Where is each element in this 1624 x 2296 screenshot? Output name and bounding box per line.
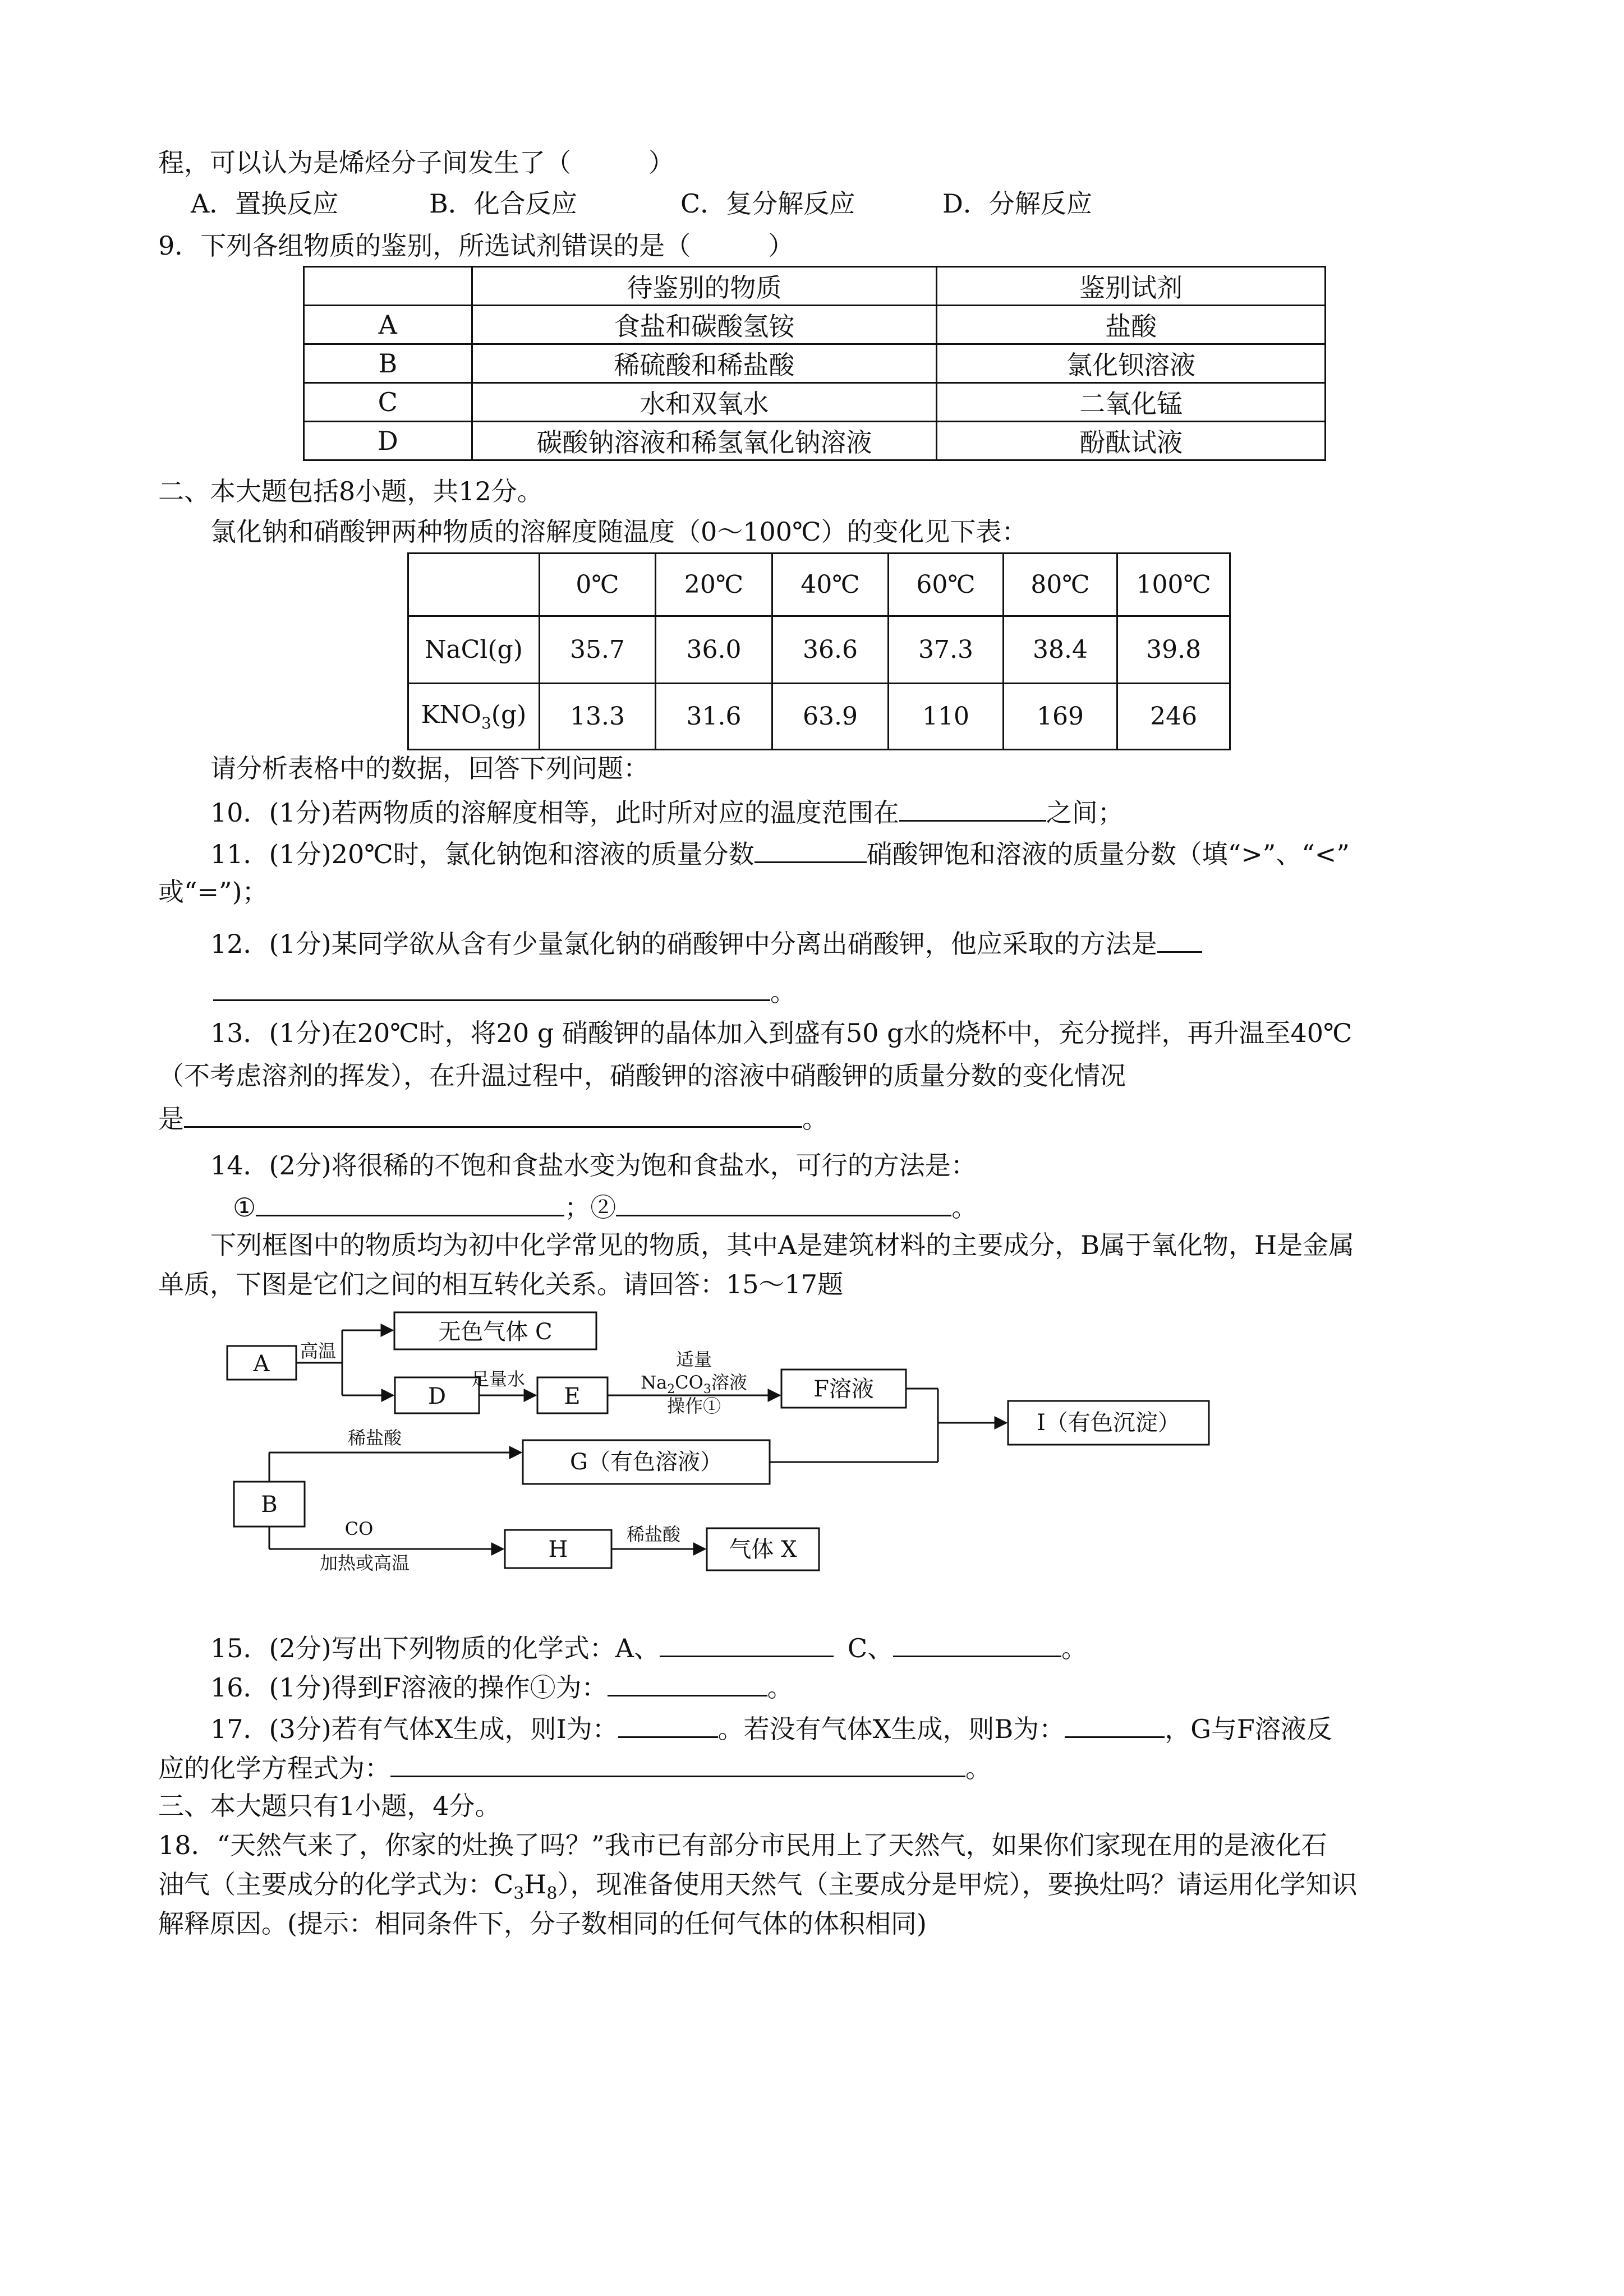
na2co3-co: CO (675, 1372, 703, 1393)
na2co3-na: Na (641, 1372, 668, 1393)
table-cell: 36.0 (656, 616, 772, 684)
table-cell: 待鉴别的物质 (472, 267, 937, 306)
table-cell: 63.9 (772, 684, 889, 750)
table-cell: 110 (889, 684, 1004, 750)
q15-answer-a[interactable] (660, 1631, 834, 1657)
q18-line2 (158, 1869, 1358, 1910)
q17-answer-equation[interactable] (390, 1751, 965, 1777)
q15-c-label: C、 (847, 1633, 894, 1663)
q18-line3: 解释原因。(提示：相同条件下，分子数相同的任何气体的体积相同) (158, 1908, 927, 1939)
node-e: E (564, 1384, 581, 1409)
table-cell: 碳酸钠溶液和稀氢氧化钠溶液 (472, 422, 937, 460)
kno3-label-sub: 3 (481, 713, 491, 732)
table-cell: 二氧化锰 (937, 383, 1326, 422)
table-cell: 38.4 (1003, 616, 1117, 684)
table-cell: 0℃ (539, 554, 655, 616)
q8-option-d: D．分解反应 (942, 188, 1092, 219)
q17 (210, 1712, 1332, 1745)
q12-end: 。 (770, 977, 796, 1007)
q17-text: 17．(3分)若有气体X生成，则I为： (210, 1714, 618, 1744)
table-cell: D (304, 422, 472, 460)
table-cell: 80℃ (1003, 554, 1117, 616)
node-c: 无色气体 C (438, 1319, 553, 1345)
node-g: G（有色溶液） (570, 1449, 723, 1475)
q16-answer-blank[interactable] (608, 1670, 767, 1696)
table-cell: 13.3 (539, 684, 655, 750)
q17-text-4: 应的化学方程式为： (158, 1753, 390, 1783)
q17-answer-i[interactable] (618, 1712, 718, 1738)
q15-text: 15．(2分)写出下列物质的化学式：A、 (210, 1633, 660, 1663)
table-cell: 31.6 (656, 684, 772, 750)
node-d: D (427, 1384, 447, 1409)
table-prompt: 请分析表格中的数据，回答下列问题： (210, 753, 649, 783)
label-gaowen: 高温 (300, 1340, 337, 1362)
q8-option-a: A．置换反应 (191, 188, 339, 219)
q11-text: 11．(1分)20℃时，氯化钠饱和溶液的质量分数 (210, 839, 755, 869)
q9-stem: 9．下列各组物质的鉴别，所选试剂错误的是（ ） (158, 230, 794, 261)
section3-heading: 三、本大题只有1小题，4分。 (158, 1791, 501, 1821)
na2co3-sub3: 3 (703, 1382, 711, 1396)
q8-stem-tail: 程，可以认为是烯烃分子间发生了（ ） (158, 147, 674, 178)
label-op1: 操作① (666, 1395, 721, 1417)
table-cell: A (304, 306, 472, 344)
row-label-nacl: NaCl(g) (408, 616, 540, 684)
q17-text-2: 。若没有气体X生成，则B为： (717, 1714, 1065, 1744)
table-cell: 36.6 (772, 616, 889, 684)
q13-shi: 是 (158, 1104, 184, 1134)
label-water: 足量水 (471, 1368, 526, 1390)
table-cell: 水和双氧水 (472, 383, 937, 422)
kno3-label-unit: (g) (491, 700, 527, 730)
q18-text-h: H (524, 1869, 547, 1899)
table-cell: 20℃ (656, 554, 772, 616)
q18-sub-3: 3 (513, 1884, 525, 1904)
q16-text: 16．(1分)得到F溶液的操作①为： (210, 1672, 608, 1703)
table-cell: 35.7 (539, 616, 655, 684)
table-cell: 39.8 (1117, 616, 1230, 684)
table-cell: 食盐和碳酸氢铵 (472, 306, 937, 344)
q17-answer-b[interactable] (1065, 1712, 1165, 1738)
q10-text-end: 之间； (1046, 797, 1124, 828)
q18-text-e: ），现准备使用天然气（主要成分是甲烷），要换灶吗？请运用化学知识 (557, 1869, 1358, 1899)
diagram-intro-2: 单质，下图是它们之间的相互转化关系。请回答：15～17题 (158, 1269, 844, 1299)
q13: 13．(1分)在20℃时，将20 g 硝酸钾的晶体加入到盛有50 g水的烧杯中，充分搅拌，再升温至40℃ (210, 1018, 1352, 1048)
q16 (210, 1670, 793, 1703)
q14: 14．(2分)将很稀的不饱和食盐水变为饱和食盐水，可行的方法是： (210, 1150, 977, 1181)
table-cell: 100℃ (1117, 554, 1230, 616)
table-cell: 169 (1003, 684, 1117, 750)
q8-option-c: C．复分解反应 (680, 188, 855, 219)
q17-line2 (158, 1751, 991, 1784)
table-cell: 37.3 (889, 616, 1004, 684)
q8-option-b: B．化合反应 (429, 188, 577, 219)
q14-sep: ；② (564, 1192, 617, 1223)
na2co3-sub2: 2 (667, 1382, 675, 1396)
q13-line2: （不考虑溶剂的挥发），在升温过程中，硝酸钾的溶液中硝酸钾的质量分数的变化情况 (158, 1061, 1126, 1091)
kno3-label-main: KNO (421, 700, 481, 730)
node-h: H (548, 1537, 568, 1562)
q14-end: 。 (951, 1192, 978, 1223)
table-cell: 盐酸 (937, 306, 1326, 344)
q15-answer-c[interactable] (893, 1631, 1061, 1657)
label-hcl-1: 稀盐酸 (347, 1427, 402, 1449)
solubility-intro: 氯化钠和硝酸钾两种物质的溶解度随温度（0～100℃）的变化见下表： (210, 517, 1028, 547)
table-cell: B (304, 344, 472, 383)
node-b: B (261, 1492, 278, 1518)
q10-text: 10．(1分)若两物质的溶解度相等，此时所对应的温度范围在 (210, 797, 899, 828)
q18-text-a: 油气（主要成分的化学式为：C (158, 1869, 514, 1899)
na2co3-rongye: 溶液 (711, 1372, 747, 1393)
table-cell: 246 (1117, 684, 1230, 750)
q18-sub-8: 8 (546, 1884, 558, 1904)
node-x: 气体 X (729, 1537, 797, 1562)
label-hcl-2: 稀盐酸 (626, 1524, 681, 1545)
table-cell: C (304, 383, 472, 422)
q18-line1: 18．“天然气来了，你家的灶换了吗？”我市已有部分市民用上了天然气，如果你们家现在用的是液化石 (158, 1830, 1327, 1860)
table-cell: 稀硫酸和稀盐酸 (472, 344, 937, 383)
diagram-intro-1: 下列框图中的物质均为初中化学常见的物质，其中A是建筑材料的主要成分，B属于氧化物，H是金属 (210, 1230, 1355, 1260)
node-i: I（有色沉淀） (1037, 1410, 1180, 1436)
table-cell: 鉴别试剂 (937, 267, 1326, 306)
label-na2co3 (641, 1372, 747, 1396)
q15 (210, 1631, 1087, 1664)
label-heat: 加热或高温 (319, 1552, 410, 1574)
table-cell: 40℃ (772, 554, 889, 616)
q11-cont: 或“=”)； (158, 877, 268, 907)
label-co: CO (344, 1518, 374, 1539)
section2-heading: 二、本大题包括8小题，共12分。 (158, 476, 543, 506)
q11-text-end: 硝酸钾饱和溶液的质量分数（填“>”、“<” (866, 839, 1350, 869)
q15-end: 。 (1061, 1633, 1088, 1663)
node-a: A (253, 1351, 270, 1377)
node-f: F溶液 (813, 1376, 874, 1402)
label-shiliang: 适量 (675, 1349, 712, 1370)
q17-text-3: ，G与F溶液反 (1165, 1714, 1332, 1744)
q16-end: 。 (767, 1672, 793, 1703)
table-cell: 60℃ (889, 554, 1004, 616)
table-cell: 氯化钡溶液 (937, 344, 1326, 383)
q13-end: 。 (802, 1104, 828, 1134)
q17-end: 。 (965, 1753, 991, 1783)
q12-text: 12．(1分)某同学欲从含有少量氯化钠的硝酸钾中分离出硝酸钾，他应采取的方法是 (210, 929, 1157, 959)
table-cell: 酚酞试液 (937, 422, 1326, 460)
q14-mark-1: ① (233, 1192, 256, 1223)
